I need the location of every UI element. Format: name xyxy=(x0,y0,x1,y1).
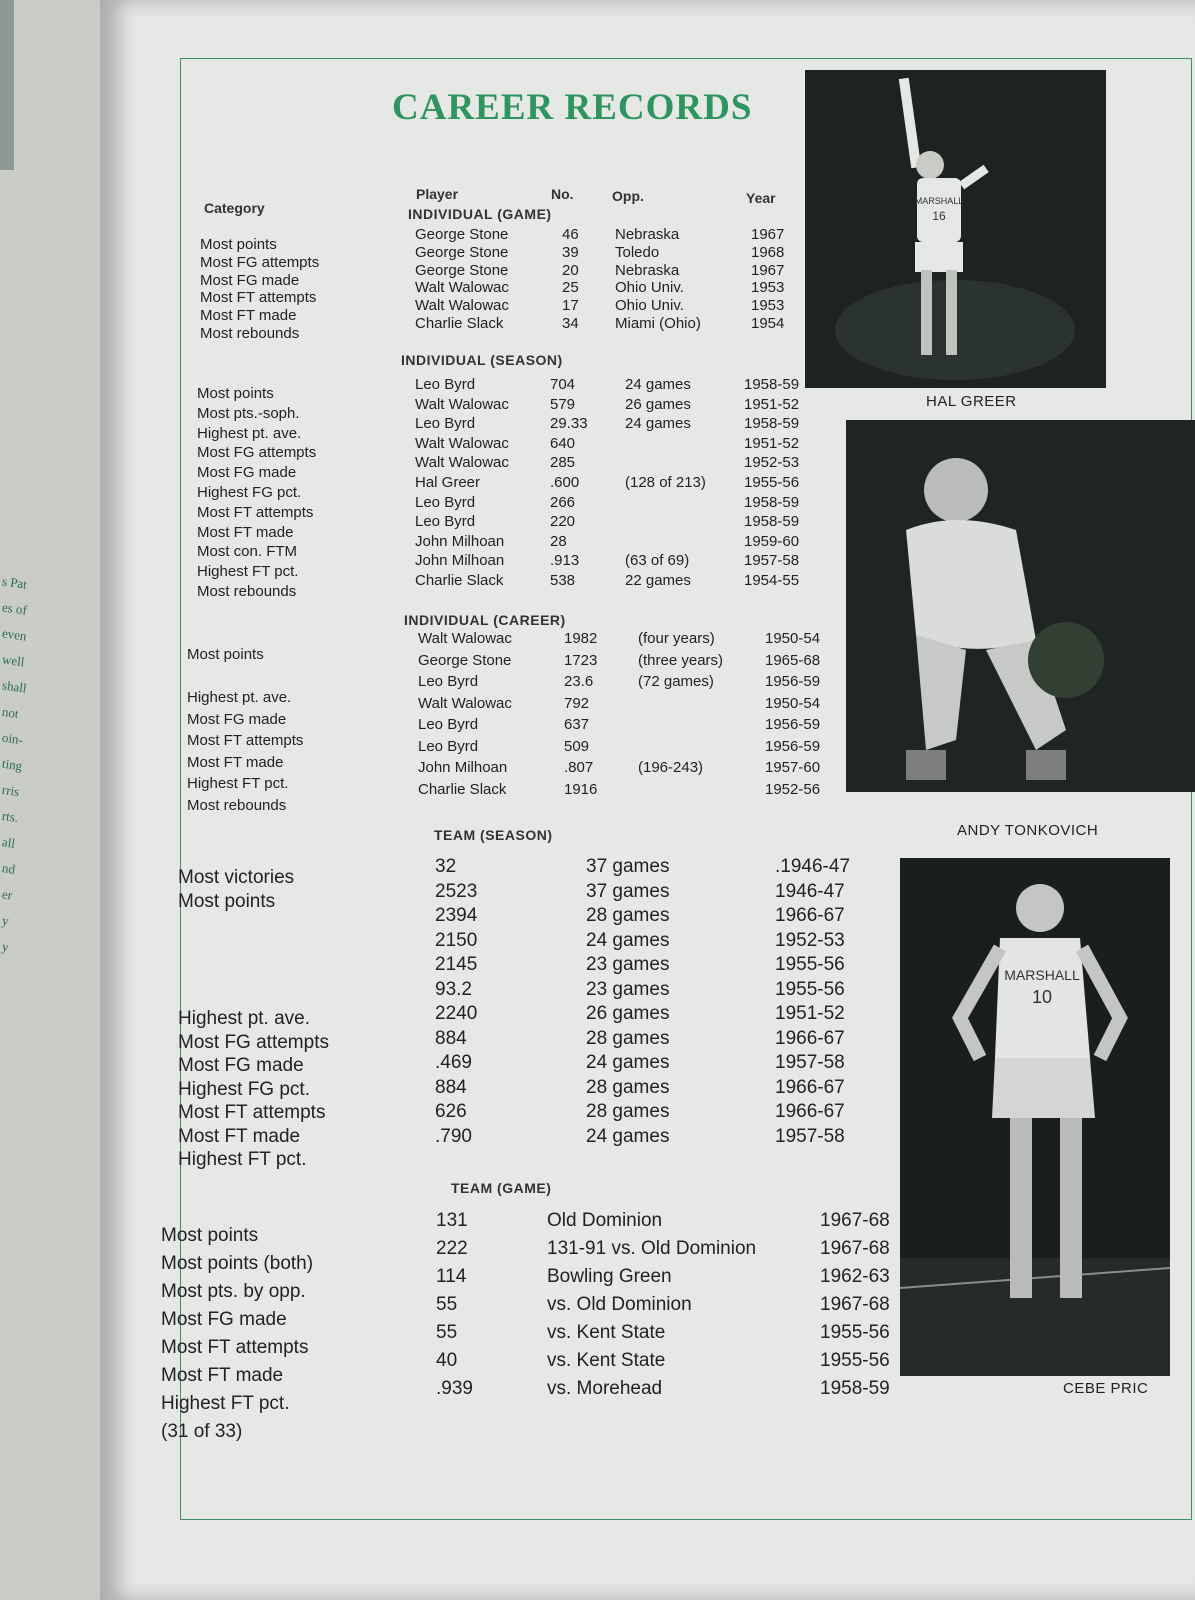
record-no: .469 xyxy=(435,1052,472,1073)
record-player: Walt Walowac xyxy=(415,434,509,452)
record-no: 1982 xyxy=(564,630,598,647)
record-category: Most FT made xyxy=(187,753,284,771)
record-no: 55 xyxy=(436,1294,458,1315)
record-category: Most FT made xyxy=(161,1365,284,1386)
record-category: Most points xyxy=(161,1225,259,1246)
record-year: 1952-53 xyxy=(744,454,800,472)
record-opp: 24 games xyxy=(625,415,691,433)
record-player: George Stone xyxy=(415,226,509,243)
record-player: Walt Walowac xyxy=(418,630,512,647)
record-year: 1955-56 xyxy=(775,954,845,975)
record-year: 1967-68 xyxy=(820,1238,890,1259)
left-page-text-fragment: rts. xyxy=(1,807,20,826)
record-no: 509 xyxy=(564,737,590,755)
record-no: 285 xyxy=(550,454,576,472)
record-games: 23 games xyxy=(586,954,670,975)
record-player: Leo Byrd xyxy=(415,493,476,511)
record-no: .913 xyxy=(550,552,580,570)
record-opp: Miami (Ohio) xyxy=(615,315,701,332)
left-page-text-fragment: all xyxy=(1,834,17,851)
record-player: Walt Walowac xyxy=(415,454,509,472)
record-player: Leo Byrd xyxy=(415,376,476,393)
header-category: Category xyxy=(204,200,265,216)
record-no: 2150 xyxy=(435,929,478,951)
section-heading: TEAM (SEASON) xyxy=(434,827,553,843)
record-no: 40 xyxy=(436,1350,458,1371)
record-no: .939 xyxy=(436,1378,473,1399)
record-no: 2240 xyxy=(435,1003,478,1024)
left-page-text-fragment: even xyxy=(1,625,28,644)
record-category: Highest FG pct. xyxy=(197,484,302,501)
record-player: Leo Byrd xyxy=(418,673,479,690)
record-no: 222 xyxy=(436,1238,468,1259)
section-heading: TEAM (GAME) xyxy=(451,1180,552,1196)
record-no: 34 xyxy=(562,315,579,332)
record-opp: Old Dominion xyxy=(547,1210,663,1231)
hal-greer-photo xyxy=(805,70,1106,388)
record-player: Leo Byrd xyxy=(418,737,479,755)
record-category: Most points xyxy=(197,385,274,402)
record-games: 24 games xyxy=(586,929,670,951)
record-category: Most points xyxy=(187,646,264,663)
record-player: Leo Byrd xyxy=(418,716,479,733)
record-year: 1953 xyxy=(751,279,785,297)
record-games: 24 games xyxy=(586,1125,670,1147)
left-page-text-fragment: rris xyxy=(1,781,21,800)
record-year: 1965-68 xyxy=(765,651,821,669)
record-category: Most FT attempts xyxy=(197,503,314,521)
record-player: Charlie Slack xyxy=(418,780,507,798)
record-no: 32 xyxy=(435,856,457,877)
record-year: 1954 xyxy=(751,315,785,332)
record-category: Highest FG pct. xyxy=(178,1078,310,1100)
left-page-text-fragment: es of xyxy=(1,599,28,618)
record-year: 1962-63 xyxy=(820,1266,890,1287)
record-year: 1958-59 xyxy=(744,493,800,511)
record-no: 28 xyxy=(550,532,567,550)
left-page-text-fragment: nd xyxy=(1,860,17,877)
jersey-text-price: MARSHALL xyxy=(1004,967,1080,983)
record-year: 1955-56 xyxy=(775,978,845,1000)
record-year: 1955-56 xyxy=(744,474,800,491)
record-games: 28 games xyxy=(586,1076,670,1098)
left-page-text-fragment: shall xyxy=(1,677,28,696)
record-games: 37 games xyxy=(586,880,670,902)
photo-caption-price: CEBE PRIC xyxy=(1063,1380,1149,1397)
record-year: 1957-58 xyxy=(775,1052,845,1073)
record-no: 792 xyxy=(564,694,590,712)
record-category: Highest FT pct. xyxy=(161,1393,290,1414)
record-year: 1956-59 xyxy=(765,673,821,690)
record-player: Leo Byrd xyxy=(415,513,476,531)
record-year: 1957-58 xyxy=(744,552,800,570)
record-games: 28 games xyxy=(586,1101,670,1122)
record-no: 46 xyxy=(562,226,579,243)
record-category: Most FG attempts xyxy=(197,444,317,462)
record-opp: vs. Kent State xyxy=(547,1322,666,1343)
jersey-text-greer: MARSHALL xyxy=(914,196,964,206)
record-no: 39 xyxy=(562,243,579,261)
record-no: .600 xyxy=(550,474,580,491)
record-opp: (63 of 69) xyxy=(625,552,690,570)
record-category: (31 of 33) xyxy=(161,1421,243,1442)
record-year: 1950-54 xyxy=(765,630,821,647)
record-category: Highest FT pct. xyxy=(178,1149,307,1170)
header-year: Year xyxy=(746,190,776,206)
record-category: Highest FT pct. xyxy=(187,775,289,792)
record-category: Most pts.-soph. xyxy=(197,404,300,422)
record-no: 266 xyxy=(550,493,576,511)
record-category: Most FT made xyxy=(200,307,297,325)
record-category: Most rebounds xyxy=(197,583,297,600)
left-page-text-fragment: not xyxy=(1,703,20,722)
record-year: 1955-56 xyxy=(820,1350,890,1371)
photo-caption-tonkovich: ANDY TONKOVICH xyxy=(957,822,1099,839)
record-games: 23 games xyxy=(586,978,670,1000)
record-year: 1958-59 xyxy=(744,376,800,393)
record-opp: (72 games) xyxy=(638,673,714,690)
section-heading: INDIVIDUAL (GAME) xyxy=(408,206,552,222)
record-category: Most FT attempts xyxy=(161,1337,309,1358)
record-category: Most rebounds xyxy=(200,325,300,342)
record-category: Most FG made xyxy=(200,271,300,289)
record-year: 1956-59 xyxy=(765,737,821,755)
record-no: 2523 xyxy=(435,880,478,902)
record-year: 1951-52 xyxy=(744,434,800,452)
record-year: 1950-54 xyxy=(765,694,821,712)
record-player: John Milhoan xyxy=(415,552,505,570)
record-player: John Milhoan xyxy=(418,759,508,776)
record-year: 1967-68 xyxy=(820,1294,890,1315)
record-player: Walt Walowac xyxy=(415,297,509,315)
record-year: 1957-60 xyxy=(765,759,821,776)
record-page xyxy=(100,0,1195,1600)
record-no: 23.6 xyxy=(564,673,594,690)
record-no: 1916 xyxy=(564,780,598,798)
record-no: 884 xyxy=(435,1027,467,1049)
record-opp: Toledo xyxy=(615,243,660,261)
record-player: Walt Walowac xyxy=(415,279,509,297)
record-player: Walt Walowac xyxy=(415,395,509,413)
section-heading: INDIVIDUAL (SEASON) xyxy=(401,352,563,368)
record-no: 626 xyxy=(435,1101,467,1122)
record-category: Highest FT pct. xyxy=(197,563,299,581)
record-year: 1958-59 xyxy=(744,513,800,531)
record-year: .1946-47 xyxy=(775,856,851,877)
record-no: 220 xyxy=(550,513,576,531)
record-no: 93.2 xyxy=(435,978,472,1000)
record-category: Most FG attempts xyxy=(200,253,320,271)
record-no: 20 xyxy=(562,261,579,279)
left-page-text-fragment: er xyxy=(1,886,14,903)
record-player: George Stone xyxy=(418,651,512,669)
record-category: Most FG attempts xyxy=(178,1031,329,1053)
record-no: 131 xyxy=(436,1210,468,1231)
record-year: 1955-56 xyxy=(820,1322,890,1343)
record-year: 1946-47 xyxy=(775,880,845,902)
record-player: Hal Greer xyxy=(415,474,481,491)
record-opp: Nebraska xyxy=(615,226,680,243)
jersey-number-price: 10 xyxy=(1031,987,1053,1007)
record-category: Most FG made xyxy=(197,464,297,482)
record-opp: (196-243) xyxy=(638,759,704,776)
record-opp: 131-91 vs. Old Dominion xyxy=(547,1238,757,1259)
record-opp: 24 games xyxy=(625,376,691,393)
record-no: .807 xyxy=(564,759,594,776)
left-page-text-fragment: y xyxy=(1,912,10,929)
record-year: 1967 xyxy=(751,261,785,279)
record-category: Most FG made xyxy=(178,1055,304,1076)
header-no: No. xyxy=(551,186,574,202)
record-player: Leo Byrd xyxy=(415,415,476,433)
record-category: Highest pt. ave. xyxy=(197,424,302,442)
record-no: 884 xyxy=(435,1076,467,1098)
record-category: Most victories xyxy=(178,867,295,888)
record-category: Most points xyxy=(178,890,276,912)
record-player: John Milhoan xyxy=(415,532,505,550)
record-no: .790 xyxy=(435,1125,472,1147)
photo-caption-greer: HAL GREER xyxy=(926,393,1017,410)
record-player: Charlie Slack xyxy=(415,315,504,332)
cebe-price-photo xyxy=(900,858,1170,1376)
record-opp: Ohio Univ. xyxy=(615,279,684,297)
record-opp: 26 games xyxy=(625,395,691,413)
record-opp: vs. Morehead xyxy=(547,1378,663,1399)
record-no: 2145 xyxy=(435,954,478,975)
record-category: Most FG made xyxy=(161,1309,287,1330)
record-opp: vs. Kent State xyxy=(547,1350,666,1371)
record-games: 37 games xyxy=(586,856,670,877)
jersey-number-greer: 16 xyxy=(932,209,946,223)
record-games: 28 games xyxy=(586,1027,670,1049)
record-year: 1951-52 xyxy=(775,1003,845,1024)
record-year: 1966-67 xyxy=(775,905,845,926)
left-page-strip xyxy=(0,0,14,170)
record-year: 1959-60 xyxy=(744,532,800,550)
record-year: 1968 xyxy=(751,243,785,261)
record-games: 24 games xyxy=(586,1052,670,1073)
record-category: Most pts. by opp. xyxy=(161,1281,306,1302)
record-year: 1954-55 xyxy=(744,572,800,589)
page-title: CAREER RECORDS xyxy=(392,87,753,128)
record-category: Most FT attempts xyxy=(178,1102,326,1123)
left-page-text-fragment: s Pat xyxy=(1,573,28,592)
record-opp: vs. Old Dominion xyxy=(547,1294,692,1315)
record-year: 1967 xyxy=(751,226,785,243)
record-category: Most rebounds xyxy=(187,796,287,814)
record-player: Walt Walowac xyxy=(418,694,512,712)
record-opp: Ohio Univ. xyxy=(615,297,684,315)
record-year: 1958-59 xyxy=(744,415,800,433)
record-year: 1966-67 xyxy=(775,1076,845,1098)
record-opp: Bowling Green xyxy=(547,1266,672,1287)
record-year: 1966-67 xyxy=(775,1027,845,1049)
record-category: Most points (both) xyxy=(161,1253,314,1274)
record-opp: (four years) xyxy=(638,630,715,647)
left-page-text-fragment: ting xyxy=(1,755,24,774)
record-year: 1958-59 xyxy=(820,1378,890,1399)
record-no: 29.33 xyxy=(550,415,588,433)
record-games: 26 games xyxy=(586,1003,670,1024)
record-year: 1952-56 xyxy=(765,780,821,798)
record-category: Most points xyxy=(200,236,277,253)
record-opp: Nebraska xyxy=(615,261,680,279)
record-category: Most FT attempts xyxy=(200,289,317,307)
record-year: 1957-58 xyxy=(775,1125,845,1147)
record-category: Most FT made xyxy=(178,1125,301,1147)
header-opp: Opp. xyxy=(612,188,644,204)
record-no: 704 xyxy=(550,376,576,393)
record-no: 55 xyxy=(436,1322,458,1343)
record-no: 2394 xyxy=(435,905,478,926)
andy-tonkovich-photo xyxy=(846,420,1195,792)
record-year: 1951-52 xyxy=(744,395,800,413)
record-opp: (128 of 213) xyxy=(625,474,706,491)
record-player: Charlie Slack xyxy=(415,572,504,589)
record-no: 25 xyxy=(562,279,579,297)
record-year: 1956-59 xyxy=(765,716,821,733)
record-category: Highest pt. ave. xyxy=(187,689,292,706)
left-page-text-fragment: y xyxy=(1,938,10,955)
record-no: 637 xyxy=(564,716,590,733)
record-player: George Stone xyxy=(415,243,509,261)
left-page-edge xyxy=(0,0,100,1600)
record-opp: (three years) xyxy=(638,651,724,669)
record-opp: 22 games xyxy=(625,572,691,589)
record-no: 640 xyxy=(550,434,576,452)
header-player: Player xyxy=(416,186,459,202)
left-page-text-fragment: well xyxy=(1,651,26,670)
record-no: 579 xyxy=(550,395,576,413)
record-year: 1967-68 xyxy=(820,1210,890,1231)
record-no: 538 xyxy=(550,572,576,589)
record-year: 1966-67 xyxy=(775,1101,845,1122)
record-category: Most con. FTM xyxy=(197,543,298,561)
record-no: 1723 xyxy=(564,651,598,669)
record-games: 28 games xyxy=(586,905,670,926)
record-category: Highest pt. ave. xyxy=(178,1008,311,1029)
left-page-text-fragment: oin- xyxy=(1,729,24,748)
record-year: 1952-53 xyxy=(775,929,845,951)
record-no: 17 xyxy=(562,297,579,315)
record-category: Most FT attempts xyxy=(187,732,304,749)
record-category: Most FT made xyxy=(197,523,294,541)
section-heading: INDIVIDUAL (CAREER) xyxy=(404,612,566,628)
record-category: Most FG made xyxy=(187,710,287,728)
record-year: 1953 xyxy=(751,297,785,315)
record-player: George Stone xyxy=(415,261,509,279)
record-no: 114 xyxy=(436,1266,467,1287)
